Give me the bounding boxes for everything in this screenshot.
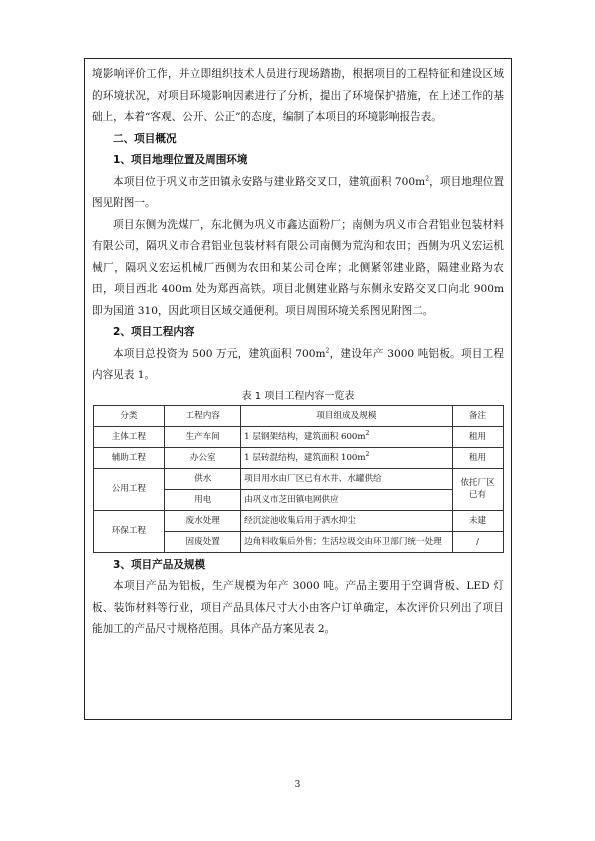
table-cell: 经沉淀池收集后用于洒水抑尘 (241, 510, 452, 531)
table-cell: 办公室 (165, 447, 241, 468)
table-cell: 主体工程 (93, 426, 165, 447)
table-row (93, 510, 503, 531)
subsection-heading-content: 2、项目工程内容 (113, 326, 195, 338)
header-cell: 工程内容 (165, 405, 241, 426)
table-cell: 租用 (452, 447, 503, 468)
intro-paragraph: 境影响评价工作，并立即组织技术人员进行现场踏勘，根据项目的工程特征和建设区域的环境状况，对项目环境影响因素进行了分析，提出了环境保护措施，在上述工作的基础上，本着“客观、公开、公正”的态度，编制了本项目的环境影响报告表。 (92, 68, 504, 123)
location-paragraph-2: 项目东侧为洗煤厂，东北侧为巩义市鑫达面粉厂；南侧为巩义市合君铝业包装材料有限公司，隔巩义市合君铝业包装材料有限公司南侧为荒沟和农田；西侧为巩义宏运机械厂，隔巩义宏运机械厂西侧为农田和某公司仓库；北侧紧邻建业路，隔建业路为农田，项目西北 400m 处为郑西高铁。项目北侧建业路与东侧永安路交叉口向北 900m 即为国道 310，因此项目区域交通便利。项目周围环境关系图见附图二。 (92, 218, 504, 317)
table-cell: 固废处置 (165, 531, 241, 552)
table-cell: 供水 (165, 468, 241, 489)
table-row (93, 426, 503, 447)
table-cell: 辅助工程 (93, 447, 165, 468)
table-cell: 环保工程 (93, 510, 165, 552)
product-paragraph: 本项目产品为铝板，生产规模为年产 3000 吨。产品主要用于空调背板、LED 灯板、装饰材料等行业，项目产品具体尺寸大小由客户订单确定，本次评价只列出了项目能加工的产品尺寸规格范围。具体产品方案见表 2。 (92, 580, 504, 635)
table-cell: 项目用水由厂区已有水井、水罐供给 (241, 468, 452, 489)
table-cell: 废水处理 (165, 510, 241, 531)
table-cell: 用电 (165, 489, 241, 510)
table-cell: 1 层砖混结构，建筑面积 $100m^2$ (241, 447, 452, 468)
table-cell: / (452, 531, 503, 552)
subsection-heading-product: 3、项目产品及规模 (113, 558, 206, 571)
table-cell: 租用 (452, 426, 503, 447)
location-paragraph-1: 本项目位于巩义市芝田镇永安路与建业路交叉口，建筑面积 $700m^2$，项目地理位置图见附图一。 (92, 174, 504, 209)
table-caption: 表 1 项目工程内容一览表 (241, 390, 355, 402)
header-cell: 备注 (452, 405, 503, 426)
table-cell: 未建 (452, 510, 503, 531)
table-row (93, 447, 503, 468)
table-cell: 由巩义市芝田镇电网供应 (241, 489, 452, 510)
subsection-heading-location: 1、项目地理位置及周围环境 (113, 154, 248, 166)
document-body (92, 64, 504, 641)
header-cell: 项目组成及规模 (241, 405, 452, 426)
table-cell: 生产车间 (165, 426, 241, 447)
page-number: 3 (294, 780, 301, 790)
content-paragraph: 本项目总投资为 500 万元，建筑面积 $700m^2$，建设年产 3000 吨铝板。项目工程内容见表 1。 (92, 346, 504, 381)
table-cell: 边角料收集后外售；生活垃圾交由环卫部门统一处理 (241, 531, 452, 552)
header-cell: 分类 (93, 405, 165, 426)
section-heading-overview: 二、项目概况 (113, 132, 177, 145)
table-cell: 1 层钢架结构，建筑面积 $600m^2$ (241, 426, 452, 447)
table-row (93, 468, 503, 489)
table-cell: 公用工程 (93, 468, 165, 510)
project-content-table (93, 405, 504, 553)
table-cell: 依托厂区已有 (452, 468, 503, 510)
table-header-row (93, 405, 503, 426)
